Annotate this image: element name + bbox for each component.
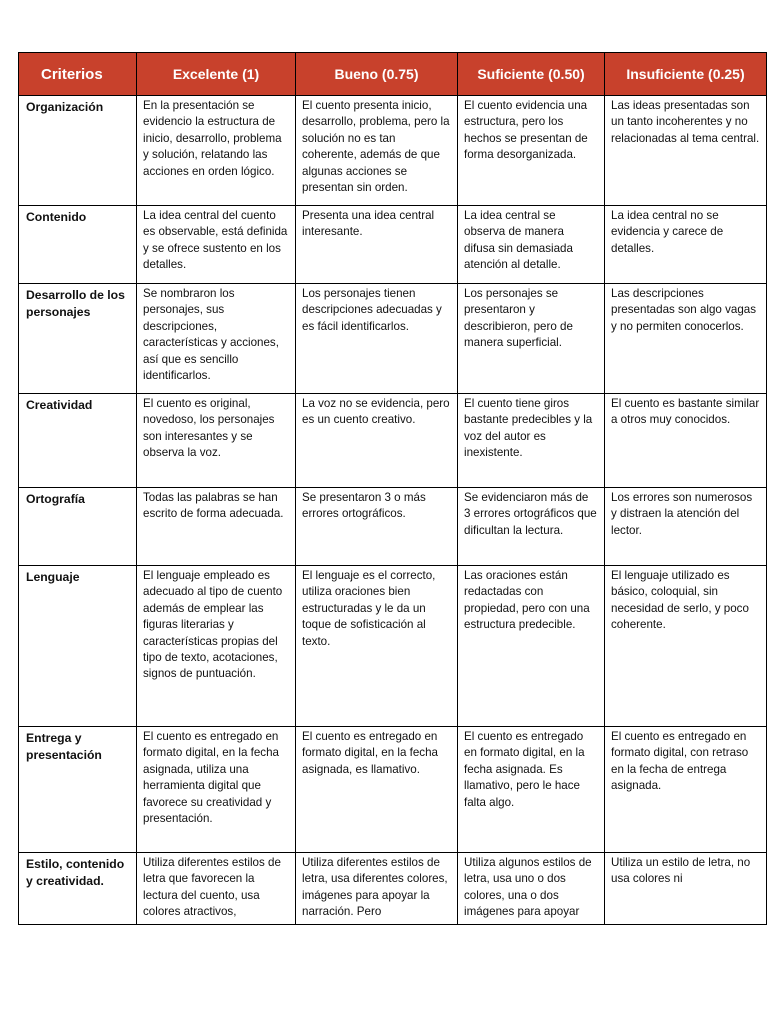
header-bueno: Bueno (0.75) [296,53,458,96]
suficiente-text: Utiliza algunos estilos de letra, usa uno o dos colores, una o dos imágenes para apoyar [464,856,592,919]
suficiente-cell [458,853,605,925]
bueno-cell: La voz no se evidencia, pero es un cuento creativo. [296,394,458,488]
excelente-cell: En la presentación se evidencio la estructura de inicio, desarrollo, problema y solución, relatando las acciones en orden lógico. [137,96,296,206]
insuficiente-cell: Las descripciones presentadas son algo vagas y no permiten conocerlos. [605,284,767,394]
header-row [19,53,767,96]
table-row [19,566,767,727]
header-insuficiente: Insuficiente (0.25) [605,53,767,96]
excelente-cell: El lenguaje empleado es adecuado al tipo de cuento además de emplear las figuras literarias y características propias del tipo de texto, acotaciones, signos de puntuación. [137,566,296,727]
insuficiente-cell [605,853,767,925]
table-row [19,96,767,206]
excelente-cell [137,853,296,925]
criterio-cell: Lenguaje [19,566,137,727]
suficiente-cell: El cuento tiene giros bastante predecibles y la voz del autor es inexistente. [458,394,605,488]
bueno-cell: El lenguaje es el correcto, utiliza oraciones bien estructuradas y le da un toque de sofisticación al texto. [296,566,458,727]
suficiente-cell: El cuento es entregado en formato digital, en la fecha asignada. Es llamativo, pero le hace falta algo. [458,727,605,853]
table-row [19,284,767,394]
insuficiente-cell: La idea central no se evidencia y carece de detalles. [605,206,767,284]
table-row [19,853,767,925]
insuficiente-cell: El cuento es entregado en formato digital, con retraso en la fecha de entrega asignada. [605,727,767,853]
bueno-cell: Se presentaron 3 o más errores ortográficos. [296,488,458,566]
header-criterios: Criterios [19,53,137,96]
table-row [19,488,767,566]
bueno-cell [296,853,458,925]
bueno-cell: El cuento presenta inicio, desarrollo, problema, pero la solución no es tan coherente, además de que algunas acciones se presentan sin orden. [296,96,458,206]
table-row [19,727,767,853]
header-suficiente: Suficiente (0.50) [458,53,605,96]
insuficiente-cell: Las ideas presentadas son un tanto incoherentes y no relacionadas al tema central. [605,96,767,206]
excelente-cell: Todas las palabras se han escrito de forma adecuada. [137,488,296,566]
excelente-text: Utiliza diferentes estilos de letra que favorecen la lectura del cuento, usa colores atractivos, [143,856,281,919]
criterio-cell: Estilo, contenido y creatividad. [19,853,137,925]
criterio-cell: Creatividad [19,394,137,488]
excelente-cell: El cuento es entregado en formato digital, en la fecha asignada, utiliza una herramienta digital que favorece su creatividad y presentación. [137,727,296,853]
criterio-cell: Contenido [19,206,137,284]
suficiente-cell: La idea central se observa de manera difusa sin demasiada atención al detalle. [458,206,605,284]
criterio-cell: Organización [19,96,137,206]
insuficiente-cell: El cuento es bastante similar a otros muy conocidos. [605,394,767,488]
bueno-text: Utiliza diferentes estilos de letra, usa diferentes colores, imágenes para apoyar la narración. Pero [302,856,448,919]
suficiente-cell: El cuento evidencia una estructura, pero los hechos se presentan de forma desorganizada. [458,96,605,206]
bueno-cell: Los personajes tienen descripciones adecuadas y es fácil identificarlos. [296,284,458,394]
excelente-cell: Se nombraron los personajes, sus descripciones, características y acciones, así que es sencillo identificarlos. [137,284,296,394]
table-row [19,206,767,284]
table-row [19,394,767,488]
criterio-cell: Entrega y presentación [19,727,137,853]
criterio-cell: Ortografía [19,488,137,566]
suficiente-cell: Los personajes se presentaron y describieron, pero de manera superficial. [458,284,605,394]
rubric-table [18,52,767,925]
suficiente-cell: Se evidenciaron más de 3 errores ortográficos que dificultan la lectura. [458,488,605,566]
excelente-cell: La idea central del cuento es observable, está definida y se ofrece sustento en los detalles. [137,206,296,284]
criterio-cell: Desarrollo de los personajes [19,284,137,394]
suficiente-cell: Las oraciones están redactadas con propiedad, pero con una estructura predecible. [458,566,605,727]
excelente-cell: El cuento es original, novedoso, los personajes son interesantes y se observa la voz. [137,394,296,488]
insuficiente-text: Utiliza un estilo de letra, no usa colores ni [611,856,751,886]
bueno-cell: El cuento es entregado en formato digital, en la fecha asignada, es llamativo. [296,727,458,853]
insuficiente-cell: El lenguaje utilizado es básico, coloquial, sin necesidad de serlo, y poco coherente. [605,566,767,727]
bueno-cell: Presenta una idea central interesante. [296,206,458,284]
insuficiente-cell: Los errores son numerosos y distraen la atención del lector. [605,488,767,566]
header-excelente: Excelente (1) [137,53,296,96]
